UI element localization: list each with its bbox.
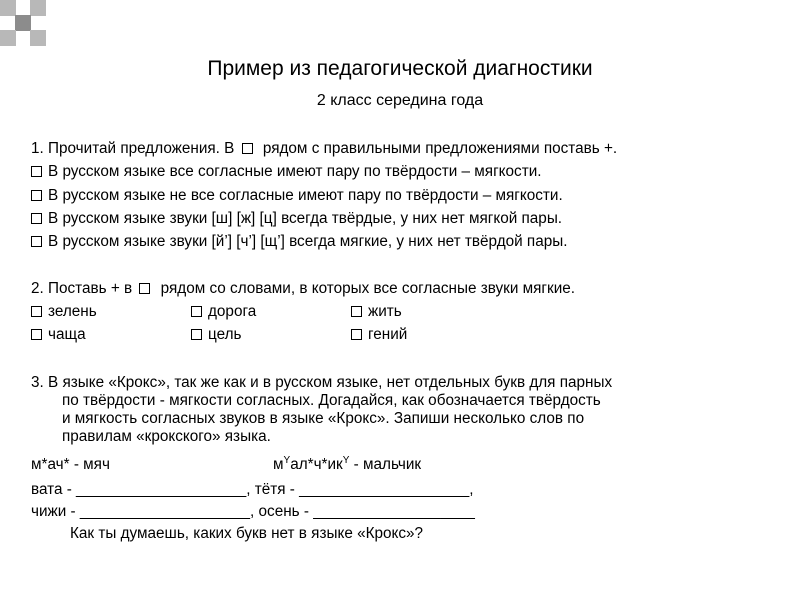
checkbox-icon (31, 236, 42, 247)
word-option: гений (351, 326, 407, 344)
task3-instruction-line: по твёрдости - мягкости согласных. Догадайся, как обозначается твёрдость (62, 392, 601, 409)
example-right: $м^Yал*ч*ик^Y$ - мальчик (273, 454, 422, 473)
page-subtitle: 2 класс середина года (316, 92, 484, 109)
task2-instruction-end: рядом со словами, в которых все согласные звуки мягкие. (160, 280, 576, 297)
task1-item: В русском языке все согласные имеют пару по твёрдости – мягкости. (31, 163, 542, 181)
checkbox-icon (31, 329, 42, 340)
question: Как ты думаешь, каких букв нет в языке «Крокс»? (70, 525, 424, 542)
checkbox-icon (191, 306, 202, 317)
task1-instruction-end: рядом с правильными предложениями поставь +. (262, 140, 618, 157)
task1-item: В русском языке не все согласные имеют пару по твёрдости – мягкости. (31, 187, 563, 205)
fill-in-line: вата - ____________________, тётя - ____________________, (31, 481, 474, 498)
task3-instruction-line: 3. В языке «Крокс», так же как и в русском языке, нет отдельных букв для парных (31, 374, 613, 391)
task2-instruction-start: 2. Поставь + в (31, 280, 133, 297)
checkbox-icon (31, 213, 42, 224)
checkbox-icon (351, 306, 362, 317)
checkbox-icon (31, 166, 42, 177)
fill-in-line: чижи - ____________________, осень - ___________________ (31, 503, 475, 520)
word-option: дорога (191, 303, 256, 321)
task3-instruction-line: правилам «крокского» языка. (62, 428, 271, 445)
deco-square (30, 30, 46, 46)
deco-square (0, 0, 16, 16)
checkbox-icon (139, 283, 150, 294)
word-option: жить (351, 303, 402, 321)
word-option: чаща (31, 326, 86, 344)
checkbox-icon (351, 329, 362, 340)
checkbox-icon (31, 306, 42, 317)
checkbox-icon (242, 143, 253, 154)
task1-item: В русском языке звуки [й’] [ч’] [щ’] всегда мягкие, у них нет твёрдой пары. (31, 233, 567, 251)
page-title: Пример из педагогической диагностики (207, 57, 593, 80)
deco-square (15, 15, 31, 31)
word-option: зелень (31, 303, 97, 321)
checkbox-icon (31, 190, 42, 201)
deco-square (30, 0, 46, 16)
decorative-squares (0, 0, 60, 50)
task2-instruction (31, 280, 575, 298)
example-left: м*ач* - мяч (31, 456, 110, 473)
task3-instruction-line: и мягкость согласных звуков в языке «Крокс». Запиши несколько слов по (62, 410, 585, 427)
task1-instruction-start: 1. Прочитай предложения. В (31, 140, 235, 157)
task1-instruction (31, 140, 617, 158)
task1-item: В русском языке звуки [ш] [ж] [ц] всегда твёрдые, у них нет мягкой пары. (31, 210, 562, 228)
checkbox-icon (191, 329, 202, 340)
deco-square (0, 30, 16, 46)
word-option: цель (191, 326, 241, 344)
